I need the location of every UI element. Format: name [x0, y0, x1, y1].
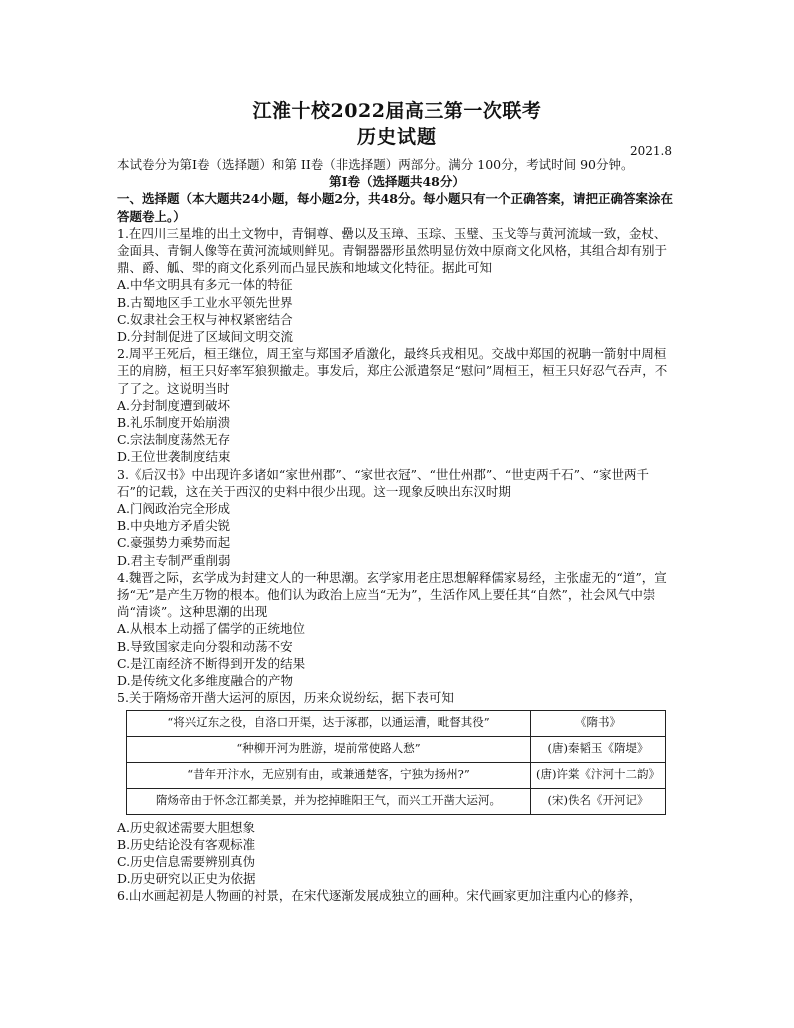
- section-title: 第Ⅰ卷（选择题共48分）: [329, 174, 465, 190]
- table-row: [127, 762, 666, 788]
- question-3-option-c: C.豪强势力乘势而起: [117, 535, 231, 551]
- question-1-stem: 1.在四川三星堆的出土文物中，青铜尊、罍以及玉璋、玉琮、玉璧、玉戈等与黄河流域一致，金杖、金面具、青铜人像等在黄河流域则鲜见。青铜器器形虽然明显仿效中原商文化风格，其组合却有别于鼎、爵、觚、斝的商文化系列而凸显民族和地域文化特征。据此可知: [117, 225, 668, 276]
- question-5-option-d: D.历史研究以正史为依据: [117, 871, 256, 887]
- question-4-option-d: D.是传统文化多维度融合的产物: [117, 673, 294, 689]
- question-2-stem: 2.周平王死后，桓王继位，周王室与郑国矛盾激化，最终兵戎相见。交战中郑国的祝聃一箭射中周桓王的肩膀，桓王只好率军狼狈撤走。事发后，郑庄公派遣祭足“慰问”周桓王，桓王只好忍气吞声，不了了之。这说明当时: [117, 346, 668, 396]
- question-4-option-b: B.导致国家走向分裂和动荡不安: [117, 638, 293, 654]
- table-source: (唐)许棠《汴河十二韵》: [531, 762, 666, 788]
- table-row: [127, 736, 666, 762]
- question-6-stem: 6.山水画起初是人物画的衬景，在宋代逐渐发展成独立的画种。宋代画家更加注重内心的修养，: [117, 888, 642, 904]
- question-2-option-d: D.王位世袭制度结束: [117, 449, 231, 465]
- question-5-stem: 5.关于隋炀帝开凿大运河的原因，历来众说纷纭，据下表可知: [117, 690, 454, 706]
- question-3-option-b: B.中央地方矛盾尖锐: [117, 518, 231, 534]
- question-1-option-d: D.分封制促进了区域间文明交流: [117, 329, 294, 345]
- table-quote: 隋炀帝由于怀念江都美景，并为挖掉睢阳王气，而兴工开凿大运河。: [127, 788, 531, 814]
- question-4-stem: 4.魏晋之际，玄学成为封建文人的一种思潮。玄学家用老庄思想解释儒家易经，主张虚无的“道”，宣扬“无”是产生万物的根本。他们认为政治上应当“无为”，生活作风上要任其“自然”，社会风气中崇尚“清谈”。这种思潮的出现: [117, 569, 667, 620]
- table-source: (宋)佚名《开河记》: [531, 788, 666, 814]
- question-4-option-a: A.从根本上动摇了儒学的正统地位: [117, 621, 306, 637]
- question-5-option-c: C.历史信息需要辨别真伪: [117, 853, 256, 869]
- table-row: [127, 710, 666, 736]
- question-1-option-a: A.中华文明具有多元一体的特征: [117, 277, 293, 293]
- question-2-option-c: C.宗法制度荡然无存: [117, 432, 231, 448]
- table-quote: “将兴辽东之役，自洛口开渠，达于涿郡，以通运漕，毗督其役”: [127, 710, 531, 736]
- question-2-option-a: A.分封制度遭到破坏: [117, 397, 231, 413]
- table-source: 《隋书》: [531, 710, 666, 736]
- question-3-option-a: A.门阀政治完全形成: [117, 501, 231, 517]
- question-3-option-d: D.君主专制严重削弱: [117, 552, 231, 568]
- question-5-table: [126, 710, 666, 815]
- question-4-option-c: C.是江南经济不断得到开发的结果: [117, 655, 306, 671]
- question-5-option-a: A.历史叙述需要大胆想象: [117, 819, 256, 835]
- question-1-option-c: C.奴隶社会王权与神权紧密结合: [117, 311, 293, 327]
- table-source: (唐)秦韬玉《隋堤》: [531, 736, 666, 762]
- section-instruction: 一、选择题（本大题共24小题，每小题2分，共48分。每小题只有一个正确答案，请把正确答案涂在答题卷上。）: [117, 191, 673, 224]
- table-row: [127, 788, 666, 814]
- table-quote: “种柳开河为胜游，堤前常使路人愁”: [127, 736, 531, 762]
- exam-intro: 本试卷分为第Ⅰ卷（选择题）和第 II卷（非选择题）两部分。满分 100分，考试时间 90分钟。: [117, 157, 634, 172]
- exam-date: 2021.8: [630, 144, 672, 158]
- question-3-stem: 3.《后汉书》中出现许多诸如“家世州郡”、“家世衣冠”、“世仕州郡”、“世吏两千石”、“家世两千石”的记载，这在关于西汉的史料中很少出现。这一现象反映出东汉时期: [117, 466, 649, 499]
- question-5-option-b: B.历史结论没有客观标准: [117, 836, 256, 852]
- exam-title: 江淮十校2022届高三第一次联考: [252, 100, 542, 122]
- table-quote: “昔年开汴水，无应别有由，或兼通楚客，宁独为扬州?”: [127, 762, 531, 788]
- exam-content: [117, 156, 677, 905]
- exam-subtitle: 历史试题: [356, 126, 437, 148]
- question-1-option-b: B.古蜀地区手工业水平领先世界: [117, 294, 293, 310]
- question-2-option-b: B.礼乐制度开始崩溃: [117, 415, 231, 431]
